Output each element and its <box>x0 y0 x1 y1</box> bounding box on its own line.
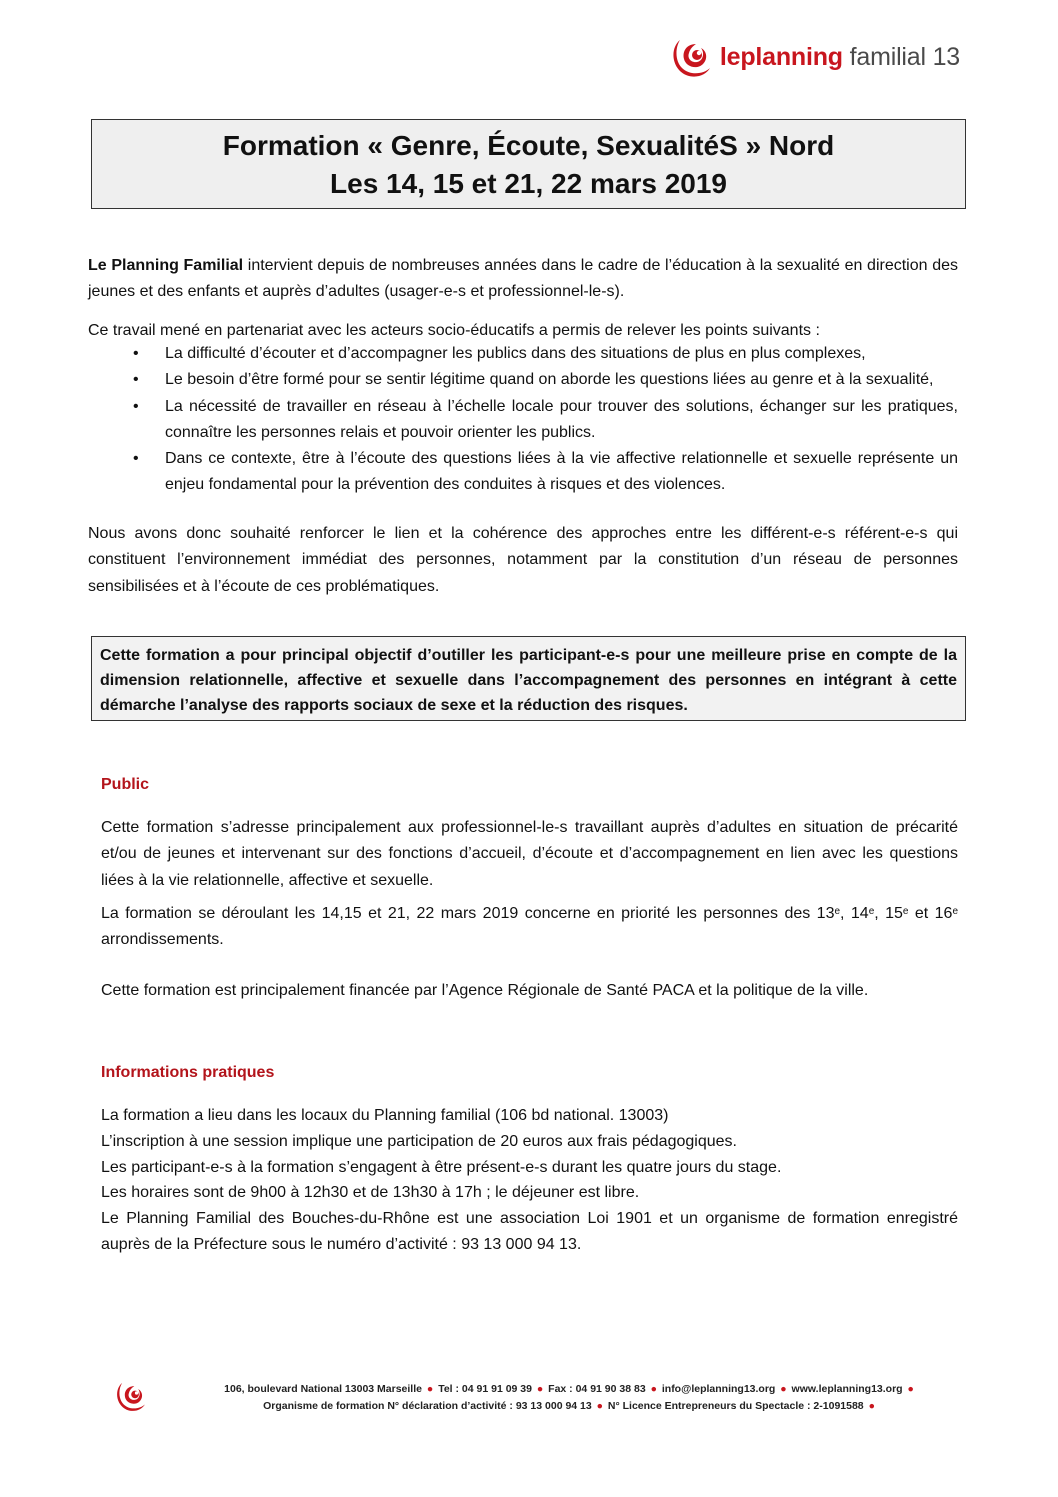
funding-paragraph: Cette formation est principalement financée par l’Agence Régionale de Santé PACA et la politique de la ville. <box>101 982 869 999</box>
bullet-icon: • <box>133 397 139 415</box>
footer-email[interactable]: info@leplanning13.org <box>661 1383 776 1395</box>
info-line: L’inscription à une session implique une participation de 20 euros aux frais pédagogiques. <box>101 1132 737 1150</box>
info-block <box>101 1103 958 1258</box>
intro-paragraph <box>88 253 958 306</box>
footer-line-1: 106, boulevard National 13003 Marseille ● Tel : 04 91 91 09 39 ● Fax : 04 91 90 38 83 ● info@leplanning13.org ● www.leplanning13.org ● <box>224 1383 914 1395</box>
network-paragraph: Nous avons donc souhaité renforcer le lien et la cohérence des approches entre les différent-e-s référent-e-s qui constituent l’environnement immédiat des personnes, notamment par la constitution d’un réseau de personnes sensibilisées et à l’écoute de ces problématiques. <box>88 525 958 595</box>
footer-line-2: Organisme de formation N° déclaration d’activité : 93 13 000 94 13 ● N° Licence Entrepreneurs du Spectacle : 2-1091588 ● <box>263 1400 875 1412</box>
bullet-icon: • <box>133 371 139 389</box>
info-line: Les participant-e-s à la formation s’engagent à être présent-e-s durant les quatre jours du stage. <box>101 1158 782 1176</box>
list-item: • La difficulté d’écouter et d’accompagner les publics dans des situations de plus en plus complexes, <box>130 341 958 367</box>
footer-contact <box>160 1381 980 1415</box>
info-line: Le Planning Familial des Bouches-du-Rhône est une association Loi 1901 et un organisme de formation enregistré auprès de la Préfecture sous le numéro d’activité : 93 13 000 94 13. <box>101 1210 958 1253</box>
public-paragraph-2: La formation se déroulant les 14,15 et 21, 22 mars 2019 concerne en priorité les personnes des 13e, 14e, 15e et 16e arrondissements. <box>101 905 958 949</box>
footer-logo-icon <box>116 1378 148 1414</box>
list-item: • Le besoin d’être formé pour se sentir légitime quand on aborde les questions liées au genre et à la sexualité, <box>130 367 958 393</box>
bullet-icon: • <box>133 345 139 362</box>
points-intro: Ce travail mené en partenariat avec les acteurs socio-éducatifs a permis de relever les points suivants : <box>88 322 820 339</box>
document-title: Formation « Genre, Écoute, SexualitéS » Nord <box>222 130 835 161</box>
planning-logo-icon <box>672 34 714 80</box>
title-box <box>91 119 966 209</box>
info-line: Les horaires sont de 9h00 à 12h30 et de 13h30 à 17h ; le déjeuner est libre. <box>101 1184 640 1202</box>
intro-text: intervient depuis de nombreuses années dans le cadre de l’éducation à la sexualité en direction des jeunes et des enfants et auprès d’adultes (usager-e-s et professionnel-le-s). <box>88 257 958 301</box>
list-item: • La nécessité de travailler en réseau à l’échelle locale pour trouver des solutions, échanger sur les pratiques, connaître les personnes relais et pouvoir orienter les publics. <box>130 394 958 447</box>
document-dates: Les 14, 15 et 21, 22 mars 2019 <box>330 168 727 199</box>
bullet-icon: • <box>133 450 139 468</box>
planning-familial-logo <box>672 34 960 80</box>
list-item: • Dans ce contexte, être à l’écoute des questions liées à la vie affective relationnelle et sexuelle représente un enjeu fondamental pour la prévention des conduites à risques et des violences. <box>130 446 958 499</box>
public-heading: Public <box>101 776 150 793</box>
logo-wordmark: leplanning familial 13 <box>719 42 960 71</box>
intro-lead: Le Planning Familial <box>88 257 244 274</box>
objective-box: Cette formation a pour principal objectif d’outiller les participant-e-s pour une meilleure prise en compte de la dimension relationnelle, affective et sexuelle dans l’accompagnement des personnes en intégrant à cette démarche l’analyse des rapports sociaux de sexe et la réduction des risques. <box>91 636 966 721</box>
footer-website[interactable]: www.leplanning13.org <box>791 1383 903 1395</box>
info-line: La formation a lieu dans les locaux du Planning familial (106 bd national. 13003) <box>101 1107 669 1124</box>
points-list <box>130 341 958 499</box>
public-paragraph-1: Cette formation s’adresse principalement aux professionnel-le-s travaillant auprès d’adultes en situation de précarité et/ou de jeunes et intervenant sur des fonctions d’accueil, d’écoute et d’accompagnement en lien avec les questions liées à la vie relationnelle, affective et sexuelle. <box>101 819 958 889</box>
info-heading: Informations pratiques <box>101 1064 275 1081</box>
